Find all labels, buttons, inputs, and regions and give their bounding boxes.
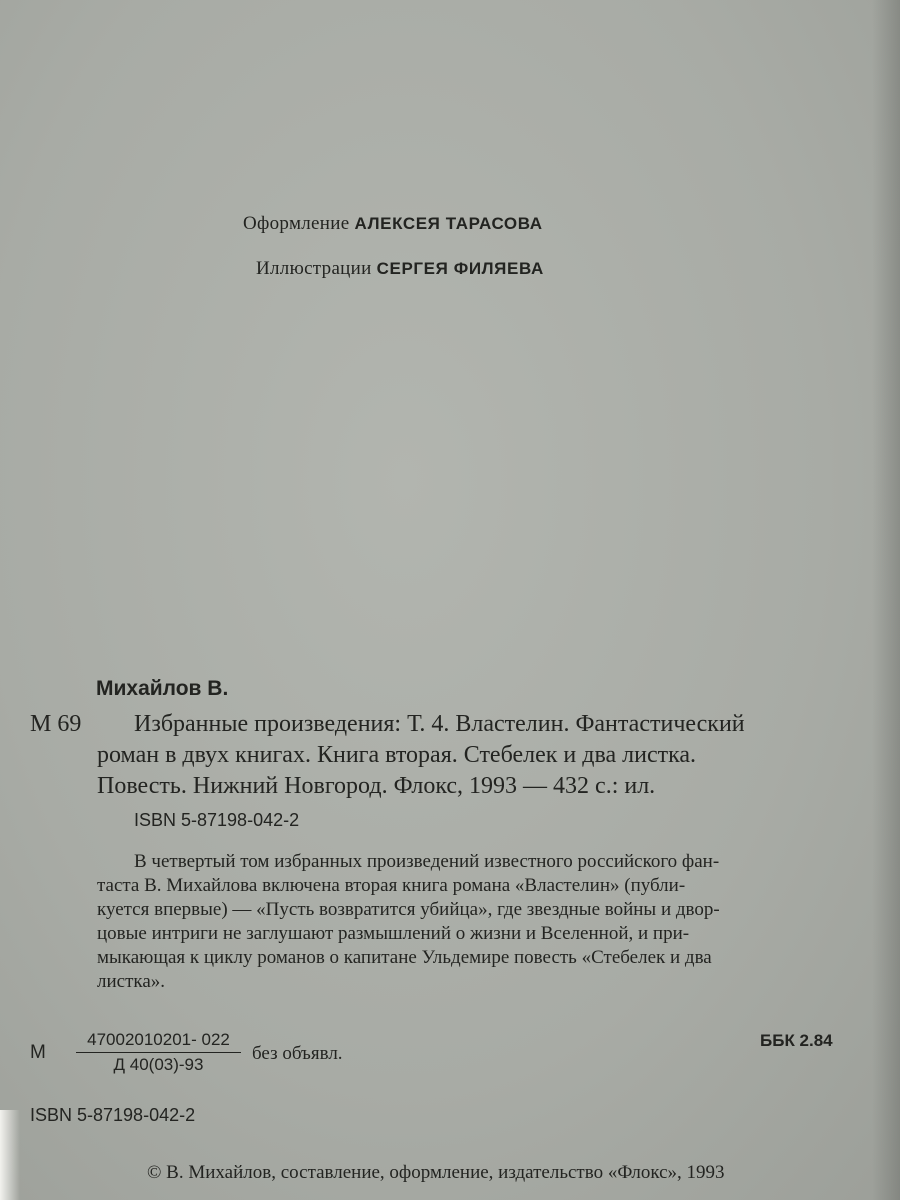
illustration-credit-prefix: Иллюстрации bbox=[256, 258, 372, 279]
annotation-line-6: листка». bbox=[97, 971, 166, 992]
imprint-note: без объявл. bbox=[252, 1043, 343, 1064]
catalog-desc-line-3: Повесть. Нижний Новгород. Флокс, 1993 — 432 с.: ил. bbox=[97, 773, 656, 799]
page-edge-shadow bbox=[872, 0, 900, 1200]
catalog-code: М 69 bbox=[30, 711, 82, 737]
catalog-desc-line-1: Избранные произведения: Т. 4. Властелин. Фантастический bbox=[134, 711, 745, 737]
copyright-line: © В. Михайлов, составление, оформление, издательство «Флокс», 1993 bbox=[147, 1162, 725, 1183]
illustration-credit bbox=[256, 258, 544, 280]
design-credit-prefix: Оформление bbox=[243, 213, 350, 234]
catalog-author: Михайлов В. bbox=[96, 677, 229, 700]
annotation-line-4: цовые интриги не заглушают размышлений о жизни и Вселенной, и при- bbox=[97, 923, 690, 944]
bbk-code: ББК 2.84 bbox=[760, 1031, 833, 1050]
page-corner-highlight bbox=[0, 1110, 20, 1200]
illustration-credit-name: СЕРГЕЯ ФИЛЯЕВА bbox=[376, 259, 544, 278]
imprint-letter: М bbox=[30, 1042, 46, 1063]
annotation-line-5: мыкающая к циклу романов о капитане Ульдемире повесть «Стебелек и два bbox=[97, 947, 712, 968]
catalog-isbn: ISBN 5-87198-042-2 bbox=[134, 810, 300, 830]
catalog-desc-line-2: роман в двух книгах. Книга вторая. Стебелек и два листка. bbox=[97, 742, 697, 768]
imprint-denominator: Д 40(03)-93 bbox=[113, 1055, 204, 1074]
imprint-isbn: ISBN 5-87198-042-2 bbox=[30, 1105, 196, 1125]
annotation-line-3: куется впервые) — «Пусть возвратится убийца», где звездные войны и двор- bbox=[97, 899, 720, 920]
imprint-numerator: 47002010201- 022 bbox=[76, 1030, 241, 1053]
imprint-fraction bbox=[76, 1030, 241, 1075]
annotation-line-2: таста В. Михайлова включена вторая книга романа «Властелин» (публи- bbox=[97, 875, 686, 896]
design-credit bbox=[243, 213, 543, 235]
annotation-line-1: В четвертый том избранных произведений известного российского фан- bbox=[134, 851, 720, 872]
design-credit-name: АЛЕКСЕЯ ТАРАСОВА bbox=[354, 214, 543, 233]
